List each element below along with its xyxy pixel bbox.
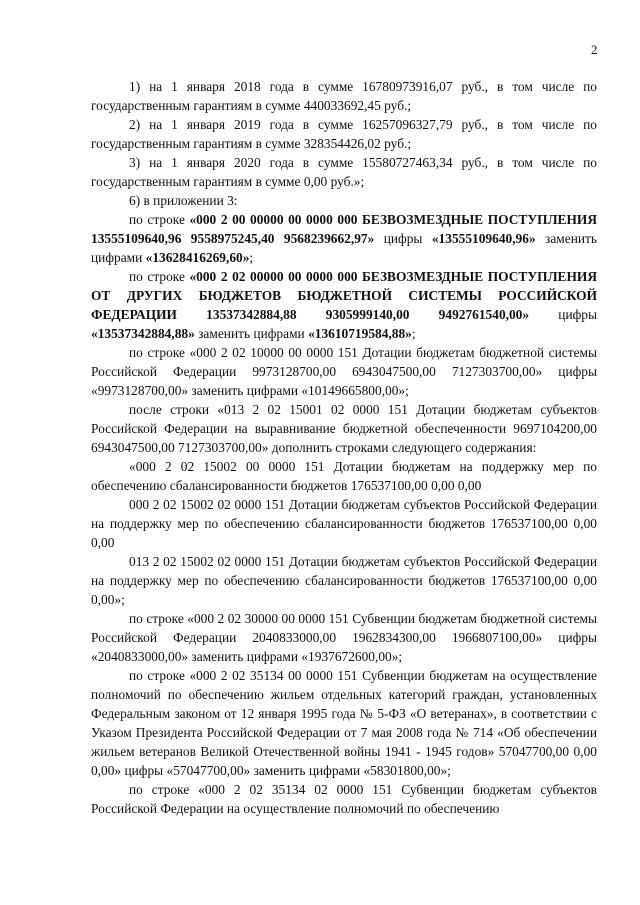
paragraph-text: цифры — [374, 231, 432, 246]
paragraph — [91, 780, 597, 818]
paragraph — [91, 457, 597, 495]
paragraph — [91, 609, 597, 666]
paragraph-text: ; — [411, 326, 416, 341]
paragraph — [91, 552, 597, 609]
paragraph-text: по строке «000 2 02 35134 02 0000 151 Субвенции бюджетам субъектов Российской Федерации на осуществление полномочий по обеспечению — [91, 782, 597, 816]
paragraph-text: по строке «000 2 02 10000 00 0000 151 Дотации бюджетам бюджетной системы Российской Федерации 9973128700,00 6943047500,00 7127303700,00» цифры «9973128700,00» заменить цифрами «10149665800,00»; — [91, 345, 597, 398]
paragraph-text: по строке «000 2 02 30000 00 0000 151 Субвенции бюджетам бюджетной системы Российской Федерации 2040833000,00 1962834300,00 1966807100,00» цифры «2040833000,00» заменить цифрами «1937672600,00»; — [91, 611, 597, 664]
page-number: 2 — [591, 42, 598, 57]
old-value-bold: «13537342884,88» — [91, 326, 195, 341]
paragraph-text: ; — [249, 250, 254, 265]
paragraph — [91, 400, 597, 457]
document-body — [91, 77, 597, 818]
paragraph-text: заменить цифрами — [91, 231, 597, 265]
paragraph — [91, 666, 597, 780]
paragraph-text: заменить цифрами — [194, 326, 309, 341]
paragraph-text: 3) на 1 января 2020 года в сумме 15580727463,34 руб., в том числе по государственным гарантиям в сумме 0,00 руб.»; — [91, 155, 597, 189]
paragraph — [91, 153, 597, 191]
paragraph — [91, 495, 597, 552]
new-value-bold: «13610719584,88» — [308, 326, 412, 341]
paragraph-text: по строке «000 2 02 35134 00 0000 151 Субвенции бюджетам на осуществление полномочий по обеспечению жильем отдельных категорий граждан, установленных Федеральным законом от 12 января 1995 года № 5-ФЗ «О ветеранах», в соответствии с Указом Президента Российской Федерации от 7 мая 2008 года № 714 «Об обеспечении жильем ветеранов Великой Отечественной войны 1941 - 1945 годов» 57047700,00 0,00 0,00» цифры «57047700,00» заменить цифрами «58301800,00»; — [91, 668, 597, 778]
paragraph-text: после строки «013 2 02 15001 02 0000 151 Дотации бюджетам субъектов Российской Федерации на выравнивание бюджетной обеспеченности 9697104200,00 6943047500,00 7127303700,00» дополнить строками следующего содержания: — [91, 402, 597, 455]
paragraph-text: по строке — [129, 212, 190, 227]
paragraph — [91, 191, 597, 210]
paragraph-text: «000 2 02 15002 00 0000 151 Дотации бюджетам на поддержку мер по обеспечению сбалансированности бюджетов 176537100,00 0,00 0,00 — [91, 459, 597, 493]
paragraph-text: цифры — [529, 307, 597, 322]
paragraph — [91, 267, 597, 343]
paragraph — [91, 210, 597, 267]
old-value-bold: «13555109640,96» — [431, 231, 536, 246]
paragraph-text: 1) на 1 января 2018 года в сумме 16780973916,07 руб., в том числе по государственным гарантиям в сумме 440033692,45 руб.; — [91, 79, 597, 113]
paragraph — [91, 115, 597, 153]
paragraph-text: 000 2 02 15002 02 0000 151 Дотации бюджетам субъектов Российской Федерации на поддержку мер по обеспечению сбалансированности бюджетов 176537100,00 0,00 0,00 — [91, 497, 597, 550]
row-code-bold: «000 2 00 00000 00 0000 000 БЕЗВОЗМЕЗДНЫЕ ПОСТУПЛЕНИЯ 13555109640,96 9558975245,40 9568239662,97» — [91, 212, 597, 246]
paragraph — [91, 77, 597, 115]
paragraph-text: 013 2 02 15002 02 0000 151 Дотации бюджетам субъектов Российской Федерации на поддержку мер по обеспечению сбалансированности бюджетов 176537100,00 0,00 0,00»; — [91, 554, 597, 607]
paragraph-text: по строке — [129, 269, 190, 284]
paragraph-text: 2) на 1 января 2019 года в сумме 16257096327,79 руб., в том числе по государственным гарантиям в сумме 328354426,02 руб.; — [91, 117, 597, 151]
new-value-bold: «13628416269,60» — [145, 250, 250, 265]
paragraph — [91, 343, 597, 400]
row-code-bold: «000 2 02 00000 00 0000 000 БЕЗВОЗМЕЗДНЫЕ ПОСТУПЛЕНИЯ ОТ ДРУГИХ БЮДЖЕТОВ БЮДЖЕТНОЙ СИСТЕМЫ РОССИЙСКОЙ ФЕДЕРАЦИИ 13537342884,88 9305999140,00 9492761540,00» — [91, 269, 597, 322]
paragraph-text: 6) в приложении 3: — [129, 193, 238, 208]
